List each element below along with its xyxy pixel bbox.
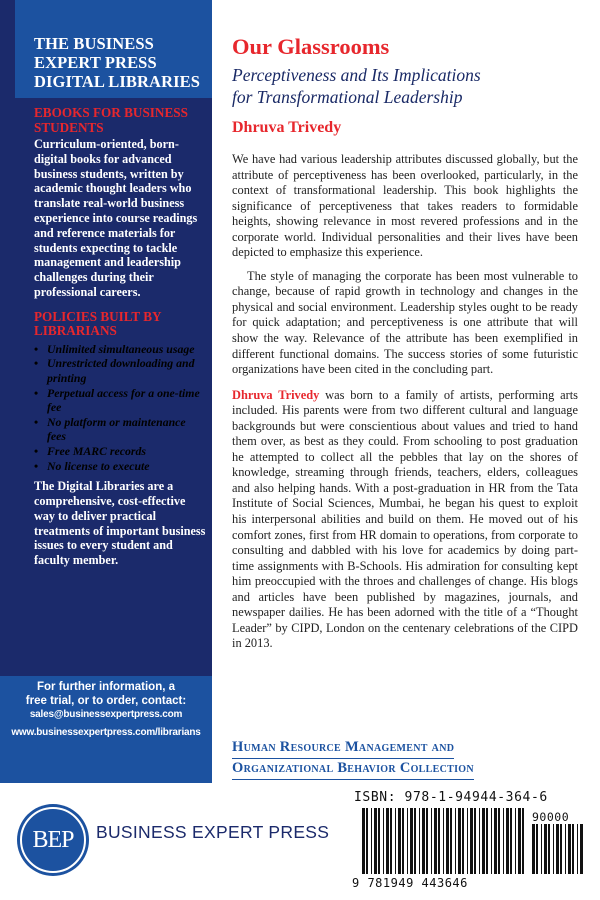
barcode-stripe [383, 808, 384, 874]
section-heading-ebooks: EBOOKS FOR BUSINESS STUDENTS [34, 105, 188, 135]
barcode-stripe [407, 808, 408, 874]
list-item: • Free MARC records [34, 444, 206, 459]
barcode-addon-number: 90000 [532, 810, 570, 824]
bio-text: was born to a family of artists, performing arts included. His parents were from two different cultural and language backgrounds but were conscientious about values and tried to hand them over, as best as they could. From schooling to post graduation he attempted to collect all the pebbles that lay on the shores of knowledge, streaming through friends, teachers, elders, colleagues and also helping hands. With a post-graduation in HR from the Tata Institute of Social Sciences, Mumbai, he began his quest to exploit his interpersonal abilities and build on them. He moved out of his comfort zones, first from HR domain to operations, from corporate to consulting and dabbled with his love for academics by doing part-time assignments with B-Schools. His admiration for consulting kept him preoccupied with the throes and challenges of change. His blogs and articles have been published by magazines, journals, and newspaper dailies. He has been adorned with the title of a “Thought Leader” by CIPD, London on the centenary celebrations of the CIPD in 2013. [232, 387, 578, 651]
book-description [232, 152, 578, 378]
barcode-stripe [390, 808, 392, 874]
closing-statement: The Digital Libraries are a comprehensive, cost-effective way to deliver practical treatments of important business issues to every student and faculty member. [34, 479, 206, 568]
barcode-stripe [374, 808, 377, 874]
barcode-stripe [491, 808, 492, 874]
barcode-stripe [506, 808, 509, 874]
barcode-stripe [522, 808, 524, 874]
barcode-stripe [474, 808, 476, 874]
barcode-stripe [431, 808, 432, 874]
barcode-stripe [510, 808, 512, 874]
barcode-stripe [470, 808, 473, 874]
sidebar-title: THE BUSINESS EXPERT PRESS DIGITAL LIBRARIES [34, 34, 200, 91]
barcode-stripe [503, 808, 504, 874]
contact-url[interactable]: www.businessexpertpress.com/librarians [11, 727, 201, 738]
description-paragraph: We have had various leadership attributes discussed globally, but the attribute of perceptiveness has been overlooked, particularly, in the context of transformational leadership. This book highlights the significance of perceptiveness that takes readers to formidable heights, showing relevance in most revered professions and in the corporate world. Individual personalities and their lives have been depicted to emphasize this experience. [232, 152, 578, 260]
barcode-stripe [568, 824, 571, 874]
barcode-stripe [515, 808, 516, 874]
barcode-stripe [362, 808, 365, 874]
barcode-stripe [443, 808, 444, 874]
barcode-stripe [548, 824, 550, 874]
subtitle-line-2: for Transformational Leadership [232, 87, 463, 107]
barcode-stripe [458, 808, 461, 874]
author-name: Dhruva Trivedy [232, 119, 342, 136]
list-item: • Unlimited simultaneous usage [34, 342, 206, 357]
barcode-stripe [450, 808, 452, 874]
barcode-stripe [410, 808, 413, 874]
sidebar-content [34, 106, 206, 568]
list-item: • No license to execute [34, 459, 206, 474]
barcode-stripe [446, 808, 449, 874]
barcode-stripe [434, 808, 437, 874]
barcode-stripe [556, 824, 559, 874]
isbn-number: ISBN: 978-1-94944-364-6 [354, 790, 548, 805]
barcode-bars [352, 790, 584, 890]
section-heading-policies: POLICIES BUILT BY LIBRARIANS [34, 308, 162, 339]
barcode-stripe [462, 808, 464, 874]
barcode-stripe [518, 808, 521, 874]
barcode-stripe [544, 824, 547, 874]
barcode-stripe [498, 808, 500, 874]
main-column [232, 34, 578, 652]
barcode-stripe [395, 808, 396, 874]
policies-list [34, 342, 206, 473]
contact-line-2: free trial, or to order, contact: [25, 695, 187, 707]
barcode-stripe [422, 808, 425, 874]
barcode-stripe [565, 824, 566, 874]
barcode-stripe [560, 824, 562, 874]
author-bio [232, 388, 578, 652]
section-body-ebooks: Curriculum-oriented, born-digital books for advanced business students, written by academic thought leaders who translate real-world business experience into course readings and reference materials for students expecting to tackle management and leadership challenges during their professional careers. [34, 137, 198, 299]
barcode-stripe [455, 808, 456, 874]
book-title: Our Glassrooms [232, 34, 390, 59]
barcode-stripe [482, 808, 485, 874]
barcode-stripe [426, 808, 428, 874]
list-item: • No platform or maintenance fees [34, 415, 206, 444]
barcode-stripe [398, 808, 401, 874]
bio-author-name: Dhruva Trivedy [232, 387, 320, 402]
barcode-stripe [553, 824, 554, 874]
barcode-stripe [402, 808, 404, 874]
barcode-stripe [580, 824, 583, 874]
barcode-stripe [386, 808, 389, 874]
barcode-ean: 9 781949 443646 [352, 876, 468, 890]
barcode-stripe [467, 808, 468, 874]
barcode-stripe [378, 808, 380, 874]
barcode-stripe [532, 824, 535, 874]
book-subtitle [232, 64, 578, 108]
barcode-stripe [536, 824, 538, 874]
barcode-stripe [414, 808, 416, 874]
barcode-stripe [371, 808, 372, 874]
barcode-stripe [438, 808, 440, 874]
list-item: • Perpetual access for a one-time fee [34, 386, 206, 415]
barcode [352, 790, 584, 890]
publisher-name: BUSINESS EXPERT PRESS [96, 822, 330, 842]
collection-line-2: Organizational Behavior Collection [232, 759, 474, 780]
contact-email[interactable]: sales@businessexpertpress.com [29, 709, 183, 720]
contact-info [0, 680, 212, 740]
barcode-stripe [479, 808, 480, 874]
bep-logo [17, 804, 89, 876]
barcode-stripe [541, 824, 542, 874]
barcode-stripe [572, 824, 574, 874]
barcode-stripe [486, 808, 488, 874]
barcode-stripe [366, 808, 368, 874]
subtitle-line-1: Perceptiveness and Its Implications [232, 65, 481, 85]
barcode-stripe [419, 808, 420, 874]
contact-line-1: For further information, a [37, 681, 175, 693]
list-item: • Unrestricted downloading and printing [34, 356, 206, 385]
description-paragraph: The style of managing the corporate has been most vulnerable to change, because of rapid growth in technology and changes in the physical and social environment. Leadership styles ought to be ready for quick adaptation; and perceptiveness is one attribute that will show the way. Relevance of the attribute has been exemplified in different functional domains. The success stories of some futuristic organizations have been cited in the concluding part. [232, 268, 578, 377]
logo-text: BEP [32, 826, 74, 853]
collection-name [232, 738, 522, 780]
collection-line-1: Human Resource Management and [232, 738, 454, 759]
barcode-stripe [577, 824, 578, 874]
barcode-stripe [494, 808, 497, 874]
